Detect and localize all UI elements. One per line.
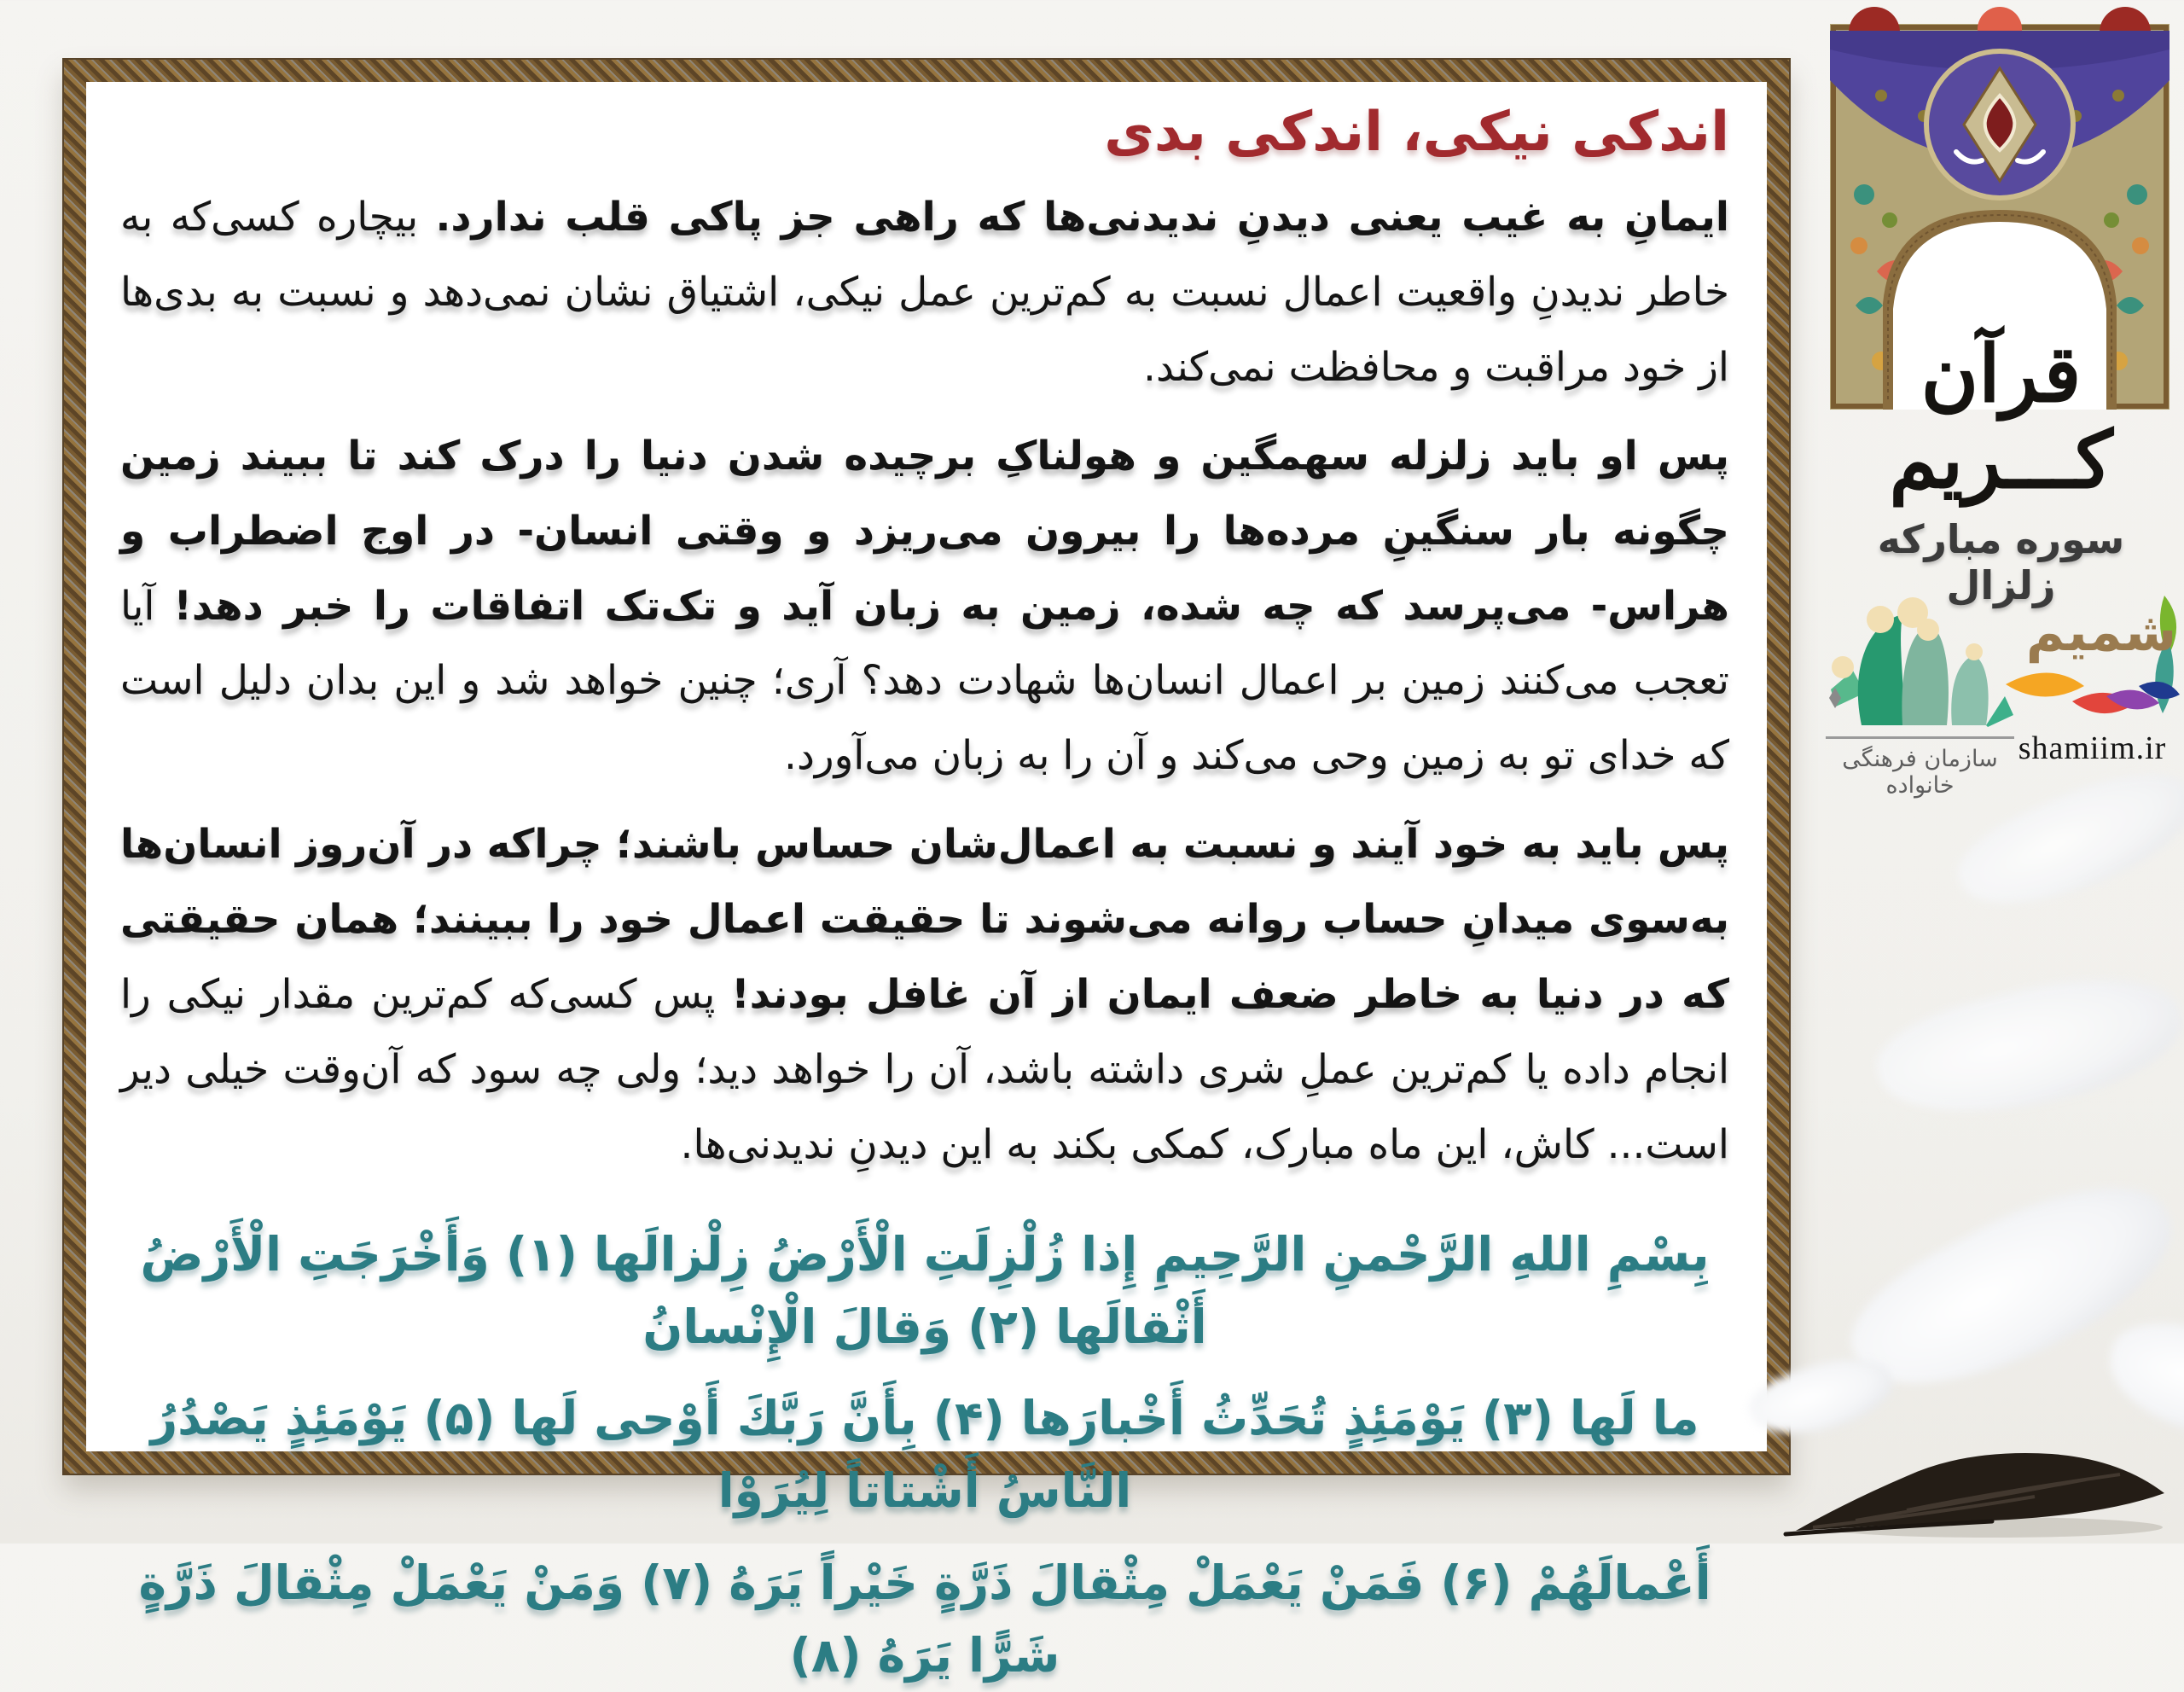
family-figures-icon xyxy=(1824,589,2016,730)
shamiim-ribbons-icon xyxy=(2001,589,2184,721)
paragraph-rest: پس کسی‌که کم‌ترین مقدار نیکی را انجام داده یا کم‌ترین عملِ شری داشته باشد، آن را خواهد دید؛ ولی چه سود که آن‌وقت خیلی دیر است... کاش، این ماه مبارک، کمکی بکند به این دیدنِ ندیدنی‌ها. xyxy=(120,970,1729,1168)
paragraph-rest: بیچاره کسی‌که به خاطر ندیدنِ واقعیت اعمال نسبت به کم‌ترین عمل نیکی، اشتیاق نشان نمی‌دهد و نسبت به بدی‌ها از خود مراقبت و محافظت نمی‌کند. xyxy=(120,194,1729,391)
paragraph-bold: پس باید به خود آیند و نسبت به اعمال‌شان حساس باشند؛ چراکه در آن‌روز انسان‌ها به‌سوی میدانِ حساب روانه می‌شوند تا حقیقت اعمال خود را ببینند؛ همان حقیقتی که در دنیا به خاطر ضعف ایمان از آن غافل بودند! xyxy=(120,821,1729,1018)
page-title: اندکی نیکی، اندکی بدی xyxy=(1104,101,1729,164)
content-frame xyxy=(64,60,1789,1683)
quran-calligraphy: قرآن کـــریم xyxy=(1889,328,2113,507)
dark-feather-icon xyxy=(1779,1442,2180,1544)
quran-line: بِسْمِ اللهِ الرَّحْمنِ الرَّحِيمِ إِذا زُلْزِلَتِ الْأَرْضُ زِلْزالَها (۱) وَأَخْرَجَتِ الْأَرْضُ أَثْقالَها (۲) وَقالَ الْإِنْسانُ xyxy=(140,1226,1710,1354)
org-logo-divider xyxy=(1826,736,2014,739)
quran-line: أَعْمالَهُمْ (۶) فَمَنْ يَعْمَلْ مِثْقالَ ذَرَّةٍ خَيْراً يَرَهُ (۷) وَمَنْ يَعْمَلْ مِثْقالَ ذَرَّةٍ شَرًّا يَرَهُ (۸) xyxy=(138,1555,1711,1683)
shamiim-caption: shamiim.ir xyxy=(2018,730,2167,766)
quran-verses xyxy=(120,1218,1729,1692)
org-logo-caption: سازمان فرهنگی خانواده xyxy=(1842,746,1998,799)
org-logo xyxy=(1824,589,2016,799)
shamiim-wordmark: شمیم xyxy=(2025,601,2177,663)
quran-line: ما لَها (۳) يَوْمَئِذٍ تُحَدِّثُ أَخْبارَها (۴) بِأَنَّ رَبَّكَ أَوْحى لَها (۵) يَوْمَئِذٍ يَصْدُرُ النَّاسُ أَشْتاتاً لِيُرَوْا xyxy=(150,1391,1699,1519)
paragraph xyxy=(120,180,1729,405)
body-text xyxy=(120,180,1729,1182)
paragraph-rest: آیا تعجب می‌کنند زمین بر اعمال انسان‌ها شهادت دهد؟ آری؛ چنین خواهد شد و این بدان دلیل است که خدای تو به زمین وحی می‌کند و آن را به زبان می‌آورد. xyxy=(120,582,1729,780)
paragraph xyxy=(120,419,1729,794)
shamiim-logo xyxy=(2001,589,2184,767)
surah-title: سوره مبارکه زلزال xyxy=(1877,516,2125,608)
article xyxy=(86,82,1767,1683)
paragraph xyxy=(120,807,1729,1182)
paragraph-bold: پس او باید زلزله سهمگین و هولناکِ برچیده شدن دنیا را درک کند تا ببیند زمین چگونه بار سنگینِ مرده‌ها را بیرون می‌ریزد و وقتی انسان- در اوج اضطراب و هراس- می‌پرسد که چه شده، زمین به زبان آید و تک‌تک اتفاقات را خبر دهد! xyxy=(120,432,1729,630)
paragraph-bold: ایمانِ به غیب یعنی دیدنِ ندیدنی‌ها که راهی جز پاکی قلب ندارد. xyxy=(435,194,1729,241)
